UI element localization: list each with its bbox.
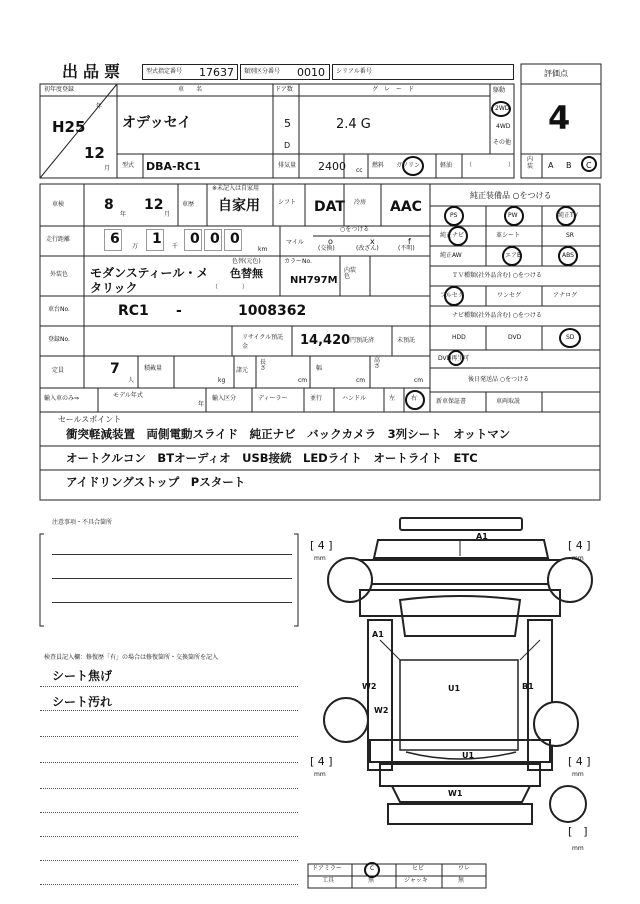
dotted-line [40,788,298,789]
mileage-digit-3: 0 [190,231,200,247]
tv-fullseg-circle [444,286,464,306]
displacement-label: 排気量 [278,162,297,169]
equip-pw: PW [508,212,518,219]
interior-b: B [566,161,572,170]
equip-tv: 純正TV [558,212,578,219]
acc-jack: ジャッキ [404,877,428,884]
meter-opt-o: ο [328,237,333,246]
meter-note: ○をつける [340,226,370,233]
tread-unit-rr: mm [572,771,584,778]
recycle-label: リサイクル預託金 [242,334,284,350]
equip-aw: 純正AW [440,252,462,259]
model-cert-label: 型式指定番号 [146,68,183,75]
sales-point-line-2: オートクルコン BTオーディオ USB接続 LEDライト オートライト ETC [66,451,478,465]
damage-left-door: W2 [362,682,377,691]
equip-airbag: エアB [505,252,522,259]
inspection-year: 8 [104,197,114,213]
color-change-label: 色替(元色) [232,258,261,265]
class-label: 類別区分番号 [244,68,281,75]
shift-label: シフト [278,199,297,206]
navi-dvd: DVD [508,334,522,341]
door-d: D [284,141,291,150]
grade-value: 2.4 G [336,117,371,132]
acc-door-mirror-circle [364,862,380,878]
mileage-label: 走行距離 [46,236,71,243]
inspector-label: 検査員記入欄：修復歴「有」の場合は修復箇所・交換箇所を記入 [44,654,219,661]
meter-opt-label-1: (交換) [318,245,335,252]
dotted-line [40,836,298,837]
dotted-line [40,686,298,687]
drive-other: その他 [493,139,512,146]
displacement-value: 2400 [318,160,346,173]
equip-tv-circle [556,206,576,226]
import-parallel: 並行 [310,395,323,402]
capacity-value: 7 [110,361,120,377]
tread-unit-rl: mm [314,771,326,778]
handle-right: 右 [411,395,418,402]
tv-fullseg: フルセグ [440,292,464,299]
damage-rear: U1 [462,751,475,760]
damage-front-left: A1 [372,630,384,639]
kg-unit: kg [218,377,226,384]
chassis-number: 1008362 [238,303,307,319]
meter-opt-label-3: (不明) [398,245,415,252]
length-unit: cm [298,377,308,384]
model-year-unit: 年 [198,401,205,408]
fuel-diesel: 軽油 [440,162,453,169]
chassis-prefix: RC1 [118,303,149,319]
recycle-value: 14,420 [300,333,351,348]
tread-rear-right: [ 4 ] [568,755,591,768]
mileage-digit-2: 1 [152,231,162,247]
tread-unit-extra: mm [572,845,584,852]
color-label: 外装色 [50,271,69,278]
import-dealer: ディーラー [258,395,288,402]
inspection-year-unit: 年 [120,211,127,218]
navi-sd: SD [566,334,575,341]
drive-label: 駆動 [493,87,506,94]
tv-title: ＴＶ種類(社外品含む) ○をつける [452,272,542,279]
dotted-line [40,710,298,711]
handle-left: 左 [389,395,396,402]
acc-door-mirror: ドアミラー [312,865,342,872]
grade-score-label: 評価点 [544,69,568,78]
handle-label: ハンドル [342,395,367,402]
model-label: 型式 [122,162,135,169]
tread-rear-left: [ 4 ] [310,755,333,768]
model-cert-no: 17637 [199,66,234,79]
navi-hdd: HDD [452,334,466,341]
reg-no-label: 登録No. [48,336,70,343]
handle-right-circle [405,390,425,410]
drive-4wd: 4WD [496,123,511,130]
meter-opt-label-2: (改ざん) [356,245,379,252]
history-label: 車歴 [182,201,195,208]
mileage-digit-4: 0 [210,231,220,247]
fuel-label: 燃料 [372,162,385,169]
person-unit: 人 [128,377,135,384]
car-diagram [324,518,592,824]
equipment-title: 純正装備品 ○をつける [470,191,552,200]
inspector-note-1: シート焦げ [52,669,113,683]
dotted-line [40,736,298,737]
inspection-month-unit: 月 [164,211,171,218]
recycle-unpaid: 未預託 [397,337,416,344]
fuel-gasoline: ガソリン [396,162,421,169]
year-unit: 年 [96,103,103,110]
size-label: 諸元 [236,367,249,374]
equip-abs-circle [558,246,578,266]
capacity-label: 定員 [52,367,65,374]
width-label: 幅 [316,365,323,372]
serial-label: シリアル番号 [336,68,372,75]
note-line [52,602,292,603]
meter-label: マイル [286,239,304,246]
color-change-value: 色替無 [230,267,263,280]
acc-break: ワレ [458,865,471,872]
length-label: 長さ [260,359,267,372]
post-title: 後日発送品 ○をつける [468,376,530,383]
color-no-label: カラーNo. [284,258,312,265]
class-no: 0010 [297,66,325,79]
first-reg-label: 初年度登録 [44,86,75,93]
serial-box [332,64,514,80]
note-line [52,578,292,579]
navi-sd-circle [559,328,581,348]
mileage-man-unit: 万 [132,243,139,250]
interior-c: C [586,161,592,170]
equip-navi: 純正ナビ [440,232,465,239]
meter-opt-f: f [408,237,411,246]
form-title: 出品票 [62,62,126,81]
recycle-paid: 円預託済 [350,337,375,344]
mileage-sen-unit: 千 [172,243,179,250]
damage-roof: U1 [448,684,461,693]
tread-front-right: [ 4 ] [568,539,591,552]
equip-navi-circle [448,226,468,246]
ac-label: 冷房 [354,199,367,206]
doors-label: ドア数 [275,86,293,93]
equip-sr: SR [566,232,574,239]
month-unit: 月 [104,165,111,172]
ac-value: AAC [390,199,422,215]
damage-left-rear: W2 [374,706,389,715]
first-reg-year: H25 [52,118,86,136]
acc-jack-value: 無 [458,877,465,884]
fuel-paren-open: （ [466,162,473,169]
acc-tools: 工具 [322,877,335,884]
dvd-playable-circle [448,350,464,366]
equip-airbag-circle [502,246,522,266]
dvd-playable: DVD再生可 [438,355,470,362]
color-value: モダンスティール・メタリック [90,266,209,295]
tread-unit-fr: mm [572,555,584,562]
drive-2wd: 2WD [495,105,510,112]
sales-point-line-1: 衝突軽減装置 両側電動スライド 純正ナビ バックカメラ 3列シート オットマン [66,427,511,441]
tv-oneseg: ワンセグ [497,292,522,299]
equip-abs: ABS [562,252,574,259]
color-no-value: NH797M [290,275,338,286]
drive-2wd-circle [491,101,511,117]
dotted-line [40,812,298,813]
import-label: 輸入車のみ⇒ [44,395,80,402]
equip-ps: PS [450,212,458,219]
height-unit: cm [414,377,424,384]
sales-points-label: セールスポイント [58,415,122,424]
fuel-paren-close: ） [508,162,515,169]
displacement-unit: cc [356,167,363,174]
interior-label: 内装 [527,156,534,171]
inspection-label: 車検 [52,201,65,208]
dotted-line [40,884,298,885]
tread-extra: [ ] [568,825,588,838]
inspection-month: 12 [144,197,164,213]
doors-value: 5 [284,117,291,130]
shift-value: DAT [314,199,345,215]
tv-analog: アナログ [553,292,578,299]
model-year-label: モデル年式 [113,392,143,399]
notes-label: 注意事項・不具合箇所 [52,519,113,526]
km-unit: km [258,246,268,253]
sales-point-line-3: アイドリングストップ Pスタート [66,475,246,489]
width-unit: cm [356,377,366,384]
tread-front-left: [ 4 ] [310,539,333,552]
color-change-paren: （ ） [212,284,249,291]
mileage-digit-5: 0 [230,231,240,247]
name-label: 車 名 [178,86,203,93]
height-label: 高さ [374,357,381,370]
mileage-digit-1: 6 [110,231,120,247]
model-cert-box [142,64,238,80]
meter-opt-x: x [370,237,375,246]
navi-title: ナビ種類(社外品含む) ○をつける [452,312,542,319]
inspector-note-2: シート汚れ [52,695,113,709]
chassis-label: 車台No. [48,306,70,313]
note-line [52,554,292,555]
import-class-label: 輸入区分 [212,395,237,402]
load-label: 積載量 [144,365,163,372]
post-manual: 車両取説 [496,398,521,405]
damage-front-bumper: A1 [476,532,488,541]
equip-pw-circle [504,206,524,226]
interior-c-circle [581,156,597,172]
history-note: ※未記入は自家用 [212,185,260,192]
first-reg-month: 12 [84,144,105,162]
acc-door-mirror-value: C [370,865,375,872]
history-value: 自家用 [218,198,260,214]
tread-unit-fl: mm [314,555,326,562]
class-box [240,64,330,80]
equip-ps-circle [444,206,464,226]
dotted-line [40,762,298,763]
chassis-dash: - [176,303,182,319]
equip-leather: 革シート [496,232,521,239]
damage-right: B1 [522,682,534,691]
grade-label: グ レ ー ド [372,86,415,93]
interior-a: A [548,161,554,170]
grade-score: 4 [548,99,571,137]
dotted-line [40,860,298,861]
acc-tools-value: 無 [368,877,375,884]
acc-crack: ヒビ [412,865,425,872]
post-warranty: 新車保証書 [436,398,467,405]
fuel-gasoline-circle [402,156,424,176]
damage-rear-bumper: W1 [448,789,463,798]
vehicle-name: オデッセイ [122,115,192,131]
model-value: DBA-RC1 [146,160,201,173]
interior-color-label: 内装色 [344,267,357,280]
